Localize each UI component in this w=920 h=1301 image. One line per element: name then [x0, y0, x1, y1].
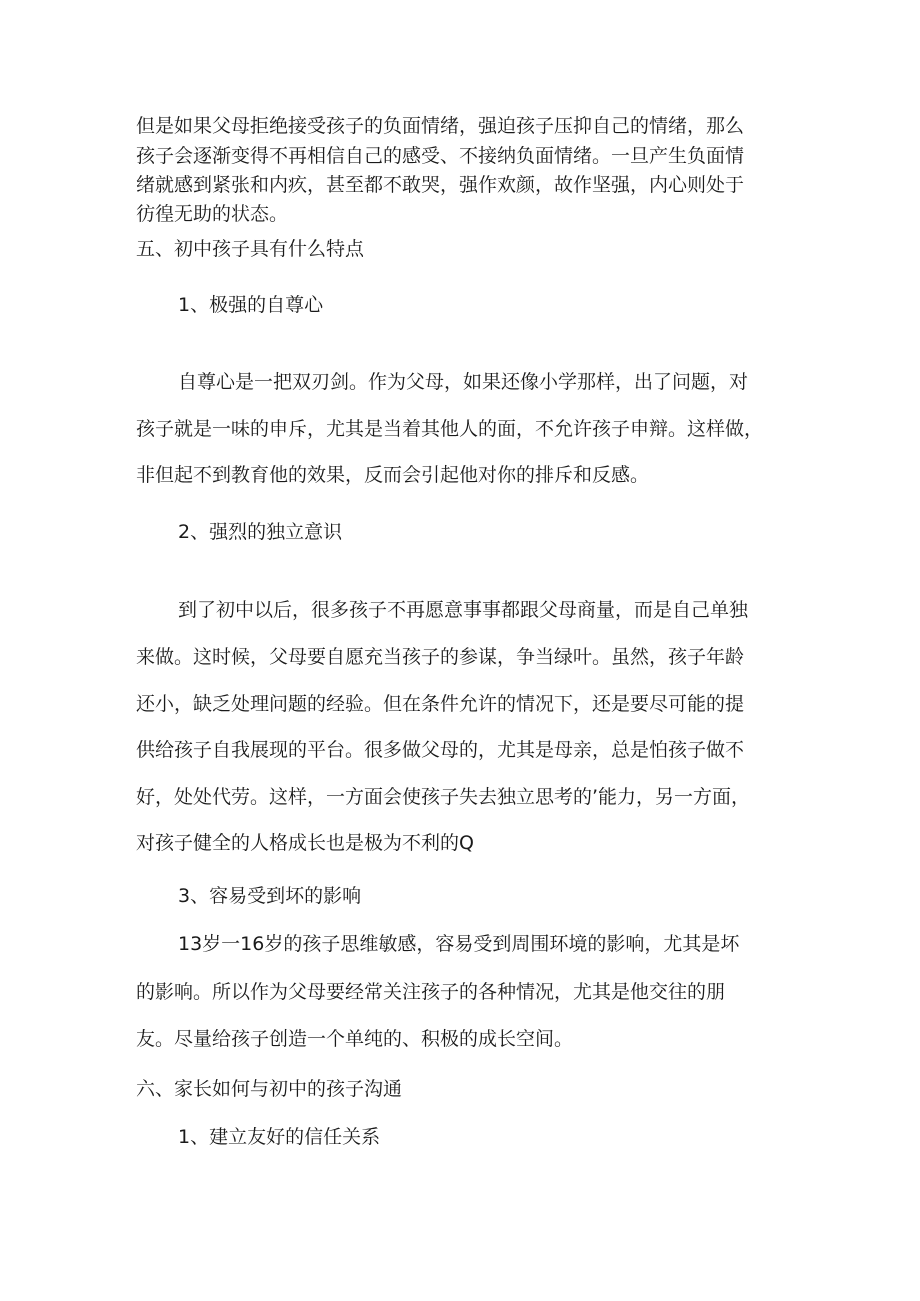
paragraph-line: 来做。这时候，父母要自愿充当孩子的参谋，争当绿叶。虽然，孩子年龄 [136, 646, 745, 668]
paragraph-line: 的影响。所以作为父母要经常关注孩子的各种情况，尤其是他交往的朋 [136, 981, 726, 1003]
point-heading-independence: 2、强烈的独立意识 [178, 521, 343, 543]
paragraph-line: 对孩子健全的人格成长也是极为不利的Q [136, 832, 474, 854]
point-heading-trust: 1、建立友好的信任关系 [178, 1126, 381, 1148]
paragraph-line: 供给孩子自我展现的平台。很多做父母的，尤其是母亲，总是怕孩子做不 [136, 739, 745, 761]
section-heading-six: 六、家长如何与初中的孩子沟通 [136, 1078, 403, 1100]
paragraph-line: 自尊心是一把双刃剑。作为父母，如果还像小学那样，出了问题，对 [178, 371, 749, 393]
section-heading-five: 五、初中孩子具有什么特点 [136, 238, 365, 260]
paragraph-line: 彷徨无助的状态。 [136, 203, 289, 225]
point-heading-self-esteem: 1、极强的自尊心 [178, 294, 324, 316]
point-heading-bad-influence: 3、容易受到坏的影响 [178, 885, 362, 907]
paragraph-line: 孩子会逐渐变得不再相信自己的感受、不接纳负面情绪。一旦产生负面情 [136, 145, 745, 167]
paragraph-line: 还小，缺乏处理问题的经验。但在条件允许的情况下，还是要尽可能的提 [136, 693, 745, 715]
paragraph-line: 13岁一16岁的孩子思维敏感，容易受到周围环境的影响，尤其是坏 [178, 933, 740, 955]
paragraph-line: 绪就感到紧张和内疚，甚至都不敢哭，强作欢颜，故作坚强，内心则处于 [136, 174, 745, 196]
paragraph-line: 非但起不到教育他的效果，反而会引起他对你的排斥和反感。 [136, 464, 650, 486]
paragraph-line: 友。尽量给孩子创造一个单纯的、积极的成长空间。 [136, 1028, 574, 1050]
paragraph-line: 到了初中以后，很多孩子不再愿意事事都跟父母商量，而是自己单独 [178, 599, 749, 621]
paragraph-line: 孩子就是一味的申斥，尤其是当着其他人的面，不允许孩子申辩。这样做， [136, 418, 764, 440]
paragraph-line: 但是如果父母拒绝接受孩子的负面情绪，强迫孩子压抑自己的情绪，那么 [136, 115, 745, 137]
paragraph-line: 好，处处代劳。这样，一方面会使孩子失去独立思考的’能力，另一方面， [136, 786, 751, 808]
